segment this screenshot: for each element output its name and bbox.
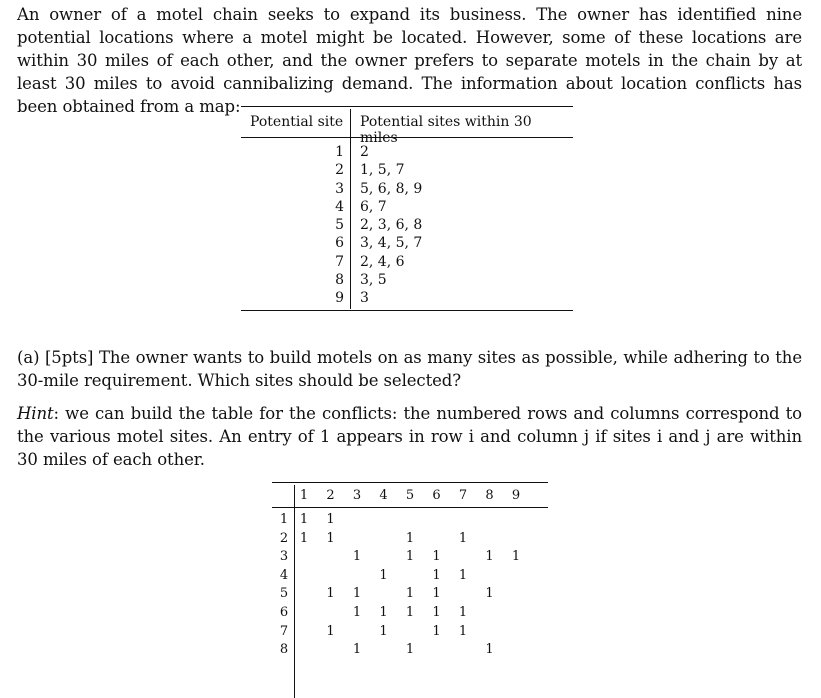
- matrix-cell: 1: [458, 567, 468, 583]
- matrix-header-rule: [272, 507, 548, 508]
- nearby-sites: 3, 5: [360, 272, 387, 289]
- matrix-cell: 1: [458, 530, 468, 546]
- matrix-cell: 1: [458, 623, 468, 639]
- header-sites-within-30-miles: Potential sites within 30 miles: [360, 114, 532, 146]
- matrix-column-header: 8: [485, 488, 494, 503]
- table-row: [241, 162, 573, 180]
- matrix-cell: 1: [352, 642, 362, 658]
- matrix-cell: 1: [432, 549, 441, 565]
- matrix-column-header: 7: [458, 488, 468, 503]
- matrix-cell: 1: [379, 623, 388, 639]
- table-row: [241, 217, 573, 235]
- matrix-cell: 1: [326, 512, 335, 527]
- site-number: 3: [335, 180, 344, 197]
- matrix-cell: 1: [432, 623, 441, 639]
- site-number: 1: [335, 144, 344, 160]
- table-row: [241, 199, 573, 217]
- matrix-column-header: 1: [299, 488, 309, 503]
- site-number: 4: [335, 198, 344, 215]
- matrix-cell: 1: [432, 605, 441, 620]
- matrix-cell: 1: [511, 549, 521, 565]
- table-row: [241, 144, 573, 162]
- matrix-cell: 1: [352, 605, 362, 620]
- site-number: 9: [335, 290, 344, 307]
- matrix-cell: 1: [485, 642, 494, 658]
- matrix-cell: 1: [326, 530, 335, 546]
- matrix-cell: 1: [405, 605, 415, 620]
- matrix-top-rule: [272, 482, 548, 483]
- matrix-row-header: 1: [279, 512, 289, 527]
- matrix-column-header: 2: [326, 488, 335, 503]
- hint-label: Hint: [17, 404, 54, 423]
- table-body: [241, 144, 573, 309]
- table-header-rule: [241, 137, 573, 138]
- matrix-cell: 1: [326, 623, 335, 639]
- table-row: [241, 181, 573, 199]
- table-row: [241, 272, 573, 290]
- site-number: 8: [335, 272, 344, 289]
- table-row: [241, 290, 573, 308]
- matrix-cell: 1: [485, 549, 494, 565]
- site-number: 5: [335, 217, 344, 234]
- nearby-sites: 3, 4, 5, 7: [360, 235, 423, 252]
- nearby-sites: 5, 6, 8, 9: [360, 180, 423, 197]
- nearby-sites: 2, 4, 6: [360, 253, 405, 270]
- question-part-a: (a) [5pts] The owner wants to build motels on as many sites as possible, while adhering to the 30-mile requirement. Which sites should be selected?: [17, 348, 802, 390]
- hint-text: : we can build the table for the conflicts: the numbered rows and columns correspond to the various motel sites. An entry of 1 appears in row i and column j if sites i and j are within 30 miles of each other.: [17, 404, 802, 469]
- intro-paragraph: An owner of a motel chain seeks to expand its business. The owner has identified nine potential locations where a motel might be located. However, some of these locations are within 30 miles of each other, and the owner prefers to separate motels in the chain by at least 30 miles to avoid cannibalizing demand. The information about location conflicts has been obtained from a map:: [17, 5, 802, 116]
- site-number: 7: [335, 253, 344, 270]
- matrix-column-header: 6: [432, 488, 441, 503]
- nearby-sites: 6, 7: [360, 198, 387, 215]
- matrix-cell: 1: [299, 512, 309, 527]
- matrix-row-header: 7: [279, 623, 289, 639]
- matrix-cell: 1: [299, 530, 309, 546]
- matrix-column-header: 9: [511, 488, 521, 503]
- matrix-row-header: 4: [279, 567, 289, 583]
- table-bottom-rule: [241, 310, 573, 311]
- header-potential-site: Potential site: [250, 114, 344, 130]
- matrix-cell: 1: [432, 586, 441, 602]
- table-row: [241, 254, 573, 272]
- matrix-row-header: 5: [279, 586, 289, 602]
- matrix-row-header: 6: [279, 605, 289, 620]
- matrix-cell: 1: [405, 530, 415, 546]
- nearby-sites: 2: [360, 144, 369, 160]
- matrix-cell: 1: [352, 549, 362, 565]
- nearby-sites: 3: [360, 290, 369, 307]
- matrix-cell: 1: [405, 549, 415, 565]
- conflict-matrix: [272, 480, 548, 698]
- matrix-cell: 1: [326, 586, 335, 602]
- matrix-row-header: 2: [279, 530, 289, 546]
- matrix-cell: 1: [458, 605, 468, 620]
- table-row: [241, 235, 573, 253]
- matrix-cell: 1: [352, 586, 362, 602]
- matrix-cell: 1: [405, 642, 415, 658]
- nearby-sites: 1, 5, 7: [360, 162, 405, 179]
- site-conflict-table: [241, 106, 573, 312]
- site-number: 2: [335, 162, 344, 179]
- site-number: 6: [335, 235, 344, 252]
- hint-paragraph: [17, 402, 802, 471]
- matrix-column-header: 3: [352, 488, 362, 503]
- matrix-cell: 1: [432, 567, 441, 583]
- matrix-row-header: 3: [279, 549, 289, 565]
- matrix-column-header: 5: [405, 488, 415, 503]
- matrix-cell: 1: [485, 586, 494, 602]
- nearby-sites: 2, 3, 6, 8: [360, 217, 423, 234]
- matrix-cell: 1: [405, 586, 415, 602]
- matrix-row-header: 8: [279, 642, 289, 658]
- matrix-column-header: 4: [379, 488, 388, 503]
- matrix-cell: 1: [379, 605, 388, 620]
- matrix-cell: 1: [379, 567, 388, 583]
- table-top-rule: [241, 106, 573, 107]
